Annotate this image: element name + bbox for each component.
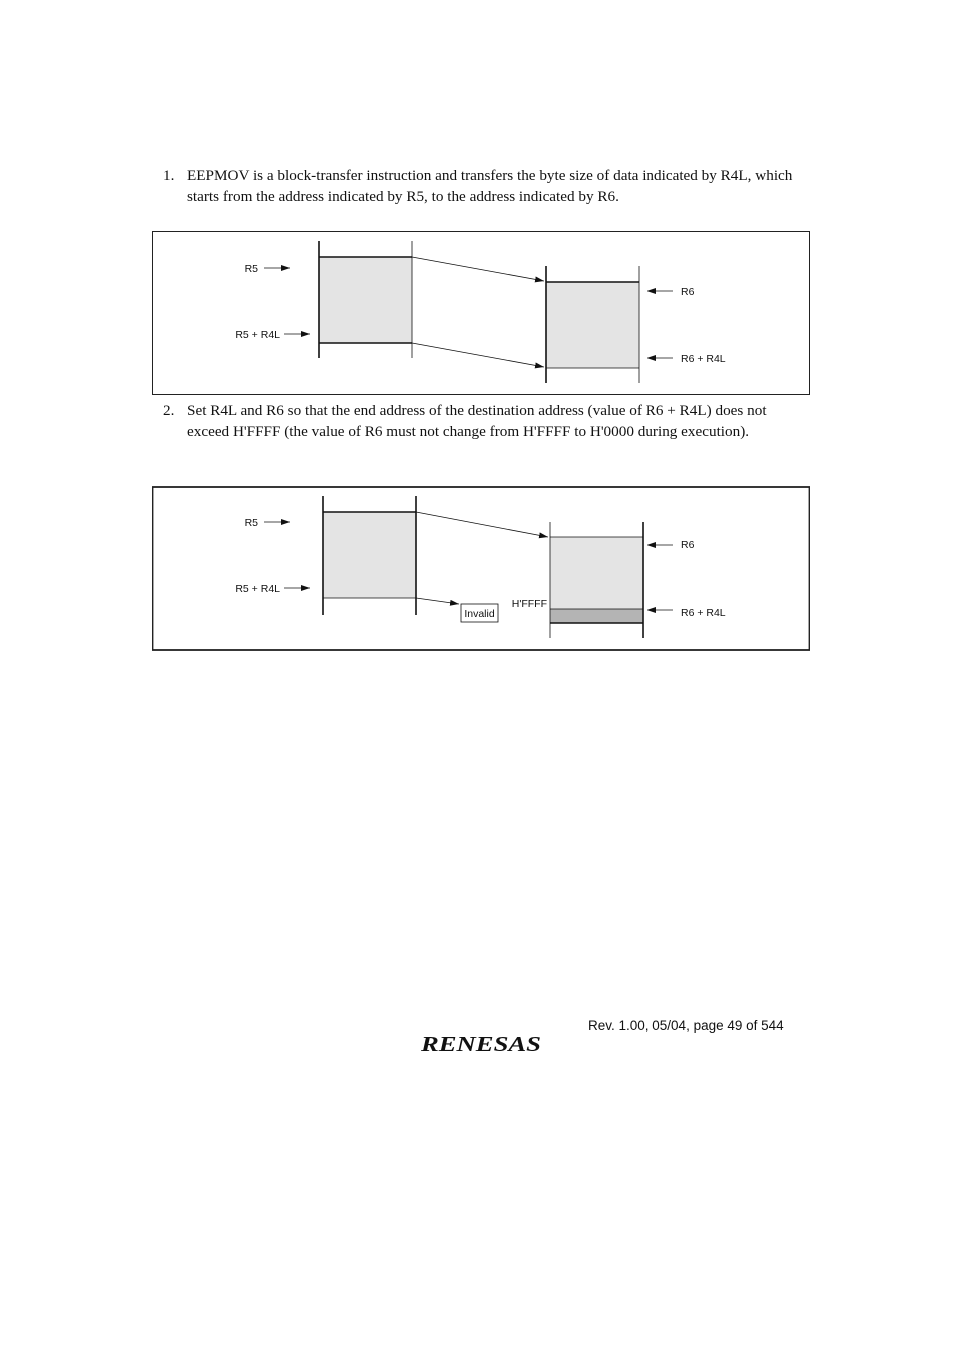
label-r6: R6 [681,539,695,551]
label-r6-r4l: R6 + R4L [681,607,726,619]
invalid-label: Invalid [464,608,495,620]
list-item-text: EEPMOV is a block-transfer instruction and transfers the byte size of data indicated by R4L, which starts from the address indicated by R5, to the address indicated by R6. [187,167,793,205]
list-item-number: 1. [163,167,175,184]
figure-frame [153,232,810,395]
figure-normal-transfer [152,231,810,395]
label-hffff: H'FFFF [511,598,547,610]
label-r5: R5 [244,517,258,529]
list-item-number: 2. [163,402,175,419]
source-block [319,257,412,343]
label-r5: R5 [244,263,258,275]
list-item-text: Set R4L and R6 so that the end address of the destination address (value of R6 + R4L) does not exceed H'FFFF (the value of R6 must not change from H'FFFF to H'0000 during execution). [187,402,767,440]
figure-frame [153,487,810,650]
label-r5-r4l: R5 + R4L [235,329,280,341]
label-r6-r4l: R6 + R4L [681,353,726,365]
logo-wordmark: RENESAS [421,1033,541,1055]
source-block [323,512,416,598]
page-footer-revision: Rev. 1.00, 05/04, page 49 of 544 [588,1018,784,1033]
destination-block [546,282,639,368]
destination-block [550,537,643,609]
overflow-region [550,609,643,623]
label-r6: R6 [681,286,695,298]
renesas-logo [421,1033,543,1060]
figure-invalid-transfer [152,486,810,651]
label-r5-r4l: R5 + R4L [235,583,280,595]
